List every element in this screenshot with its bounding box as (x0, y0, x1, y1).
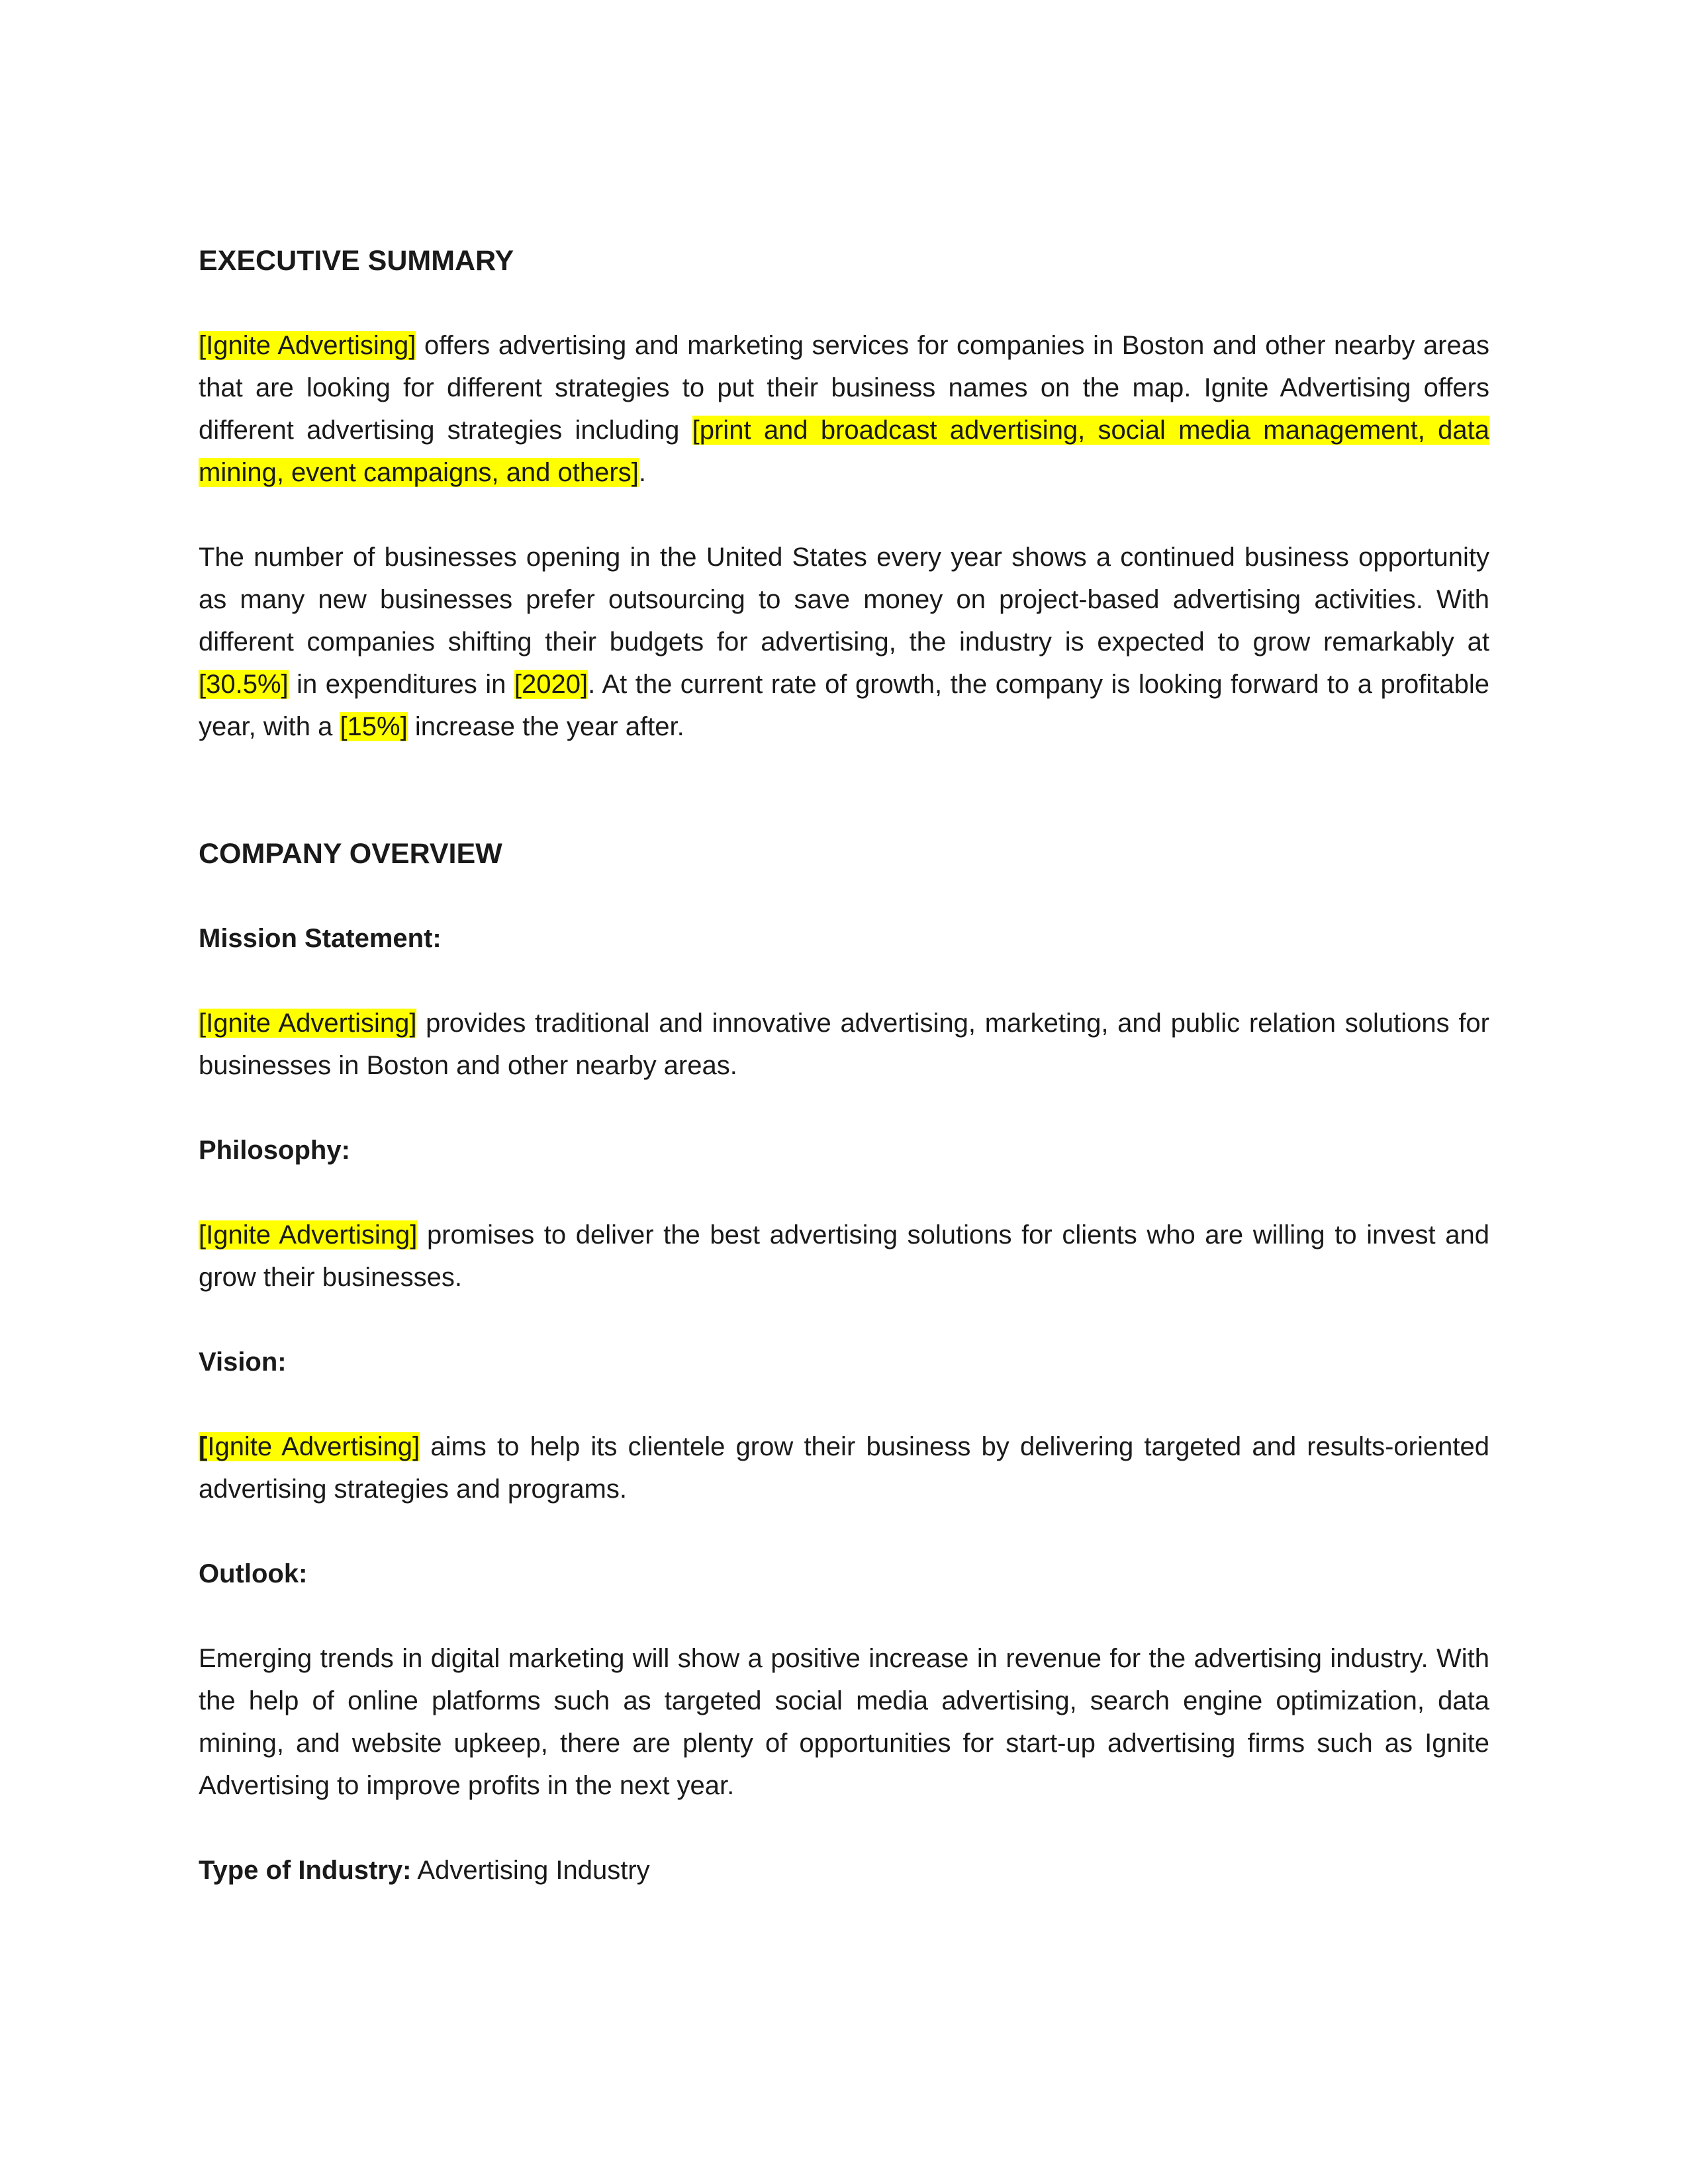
vision-label: Vision: (199, 1347, 287, 1377)
philosophy-label: Philosophy: (199, 1136, 350, 1165)
paragraph-text: increase the year after. (407, 712, 684, 741)
paragraph-text: The number of businesses opening in the United States every year shows a continued business opportunity as many new businesses prefer outsourcing to save money on project-based advertising activities. With different companies shifting their budgets for advertising, the industry is expected to grow remarkably at (199, 543, 1489, 657)
paragraph-text: in expenditures in (288, 670, 514, 699)
highlight-increase: [15%] (340, 712, 408, 741)
paragraph-text: aims to help its clientele grow their business by delivering targeted and results-oriented advertising strategies and programs. (199, 1432, 1489, 1504)
executive-summary-paragraph-1 (199, 324, 1489, 494)
paragraph-text: offers advertising and marketing services for companies in Boston and other nearby areas that are looking for different strategies to put their business names on the map. Ignite Advertising offers different advertising strategies including (199, 331, 1489, 445)
company-overview-heading: COMPANY OVERVIEW (199, 838, 502, 870)
highlight-services: [print and broadcast advertising, social media management, data mining, event campaigns, and others] (199, 416, 1490, 487)
mission-statement-label: Mission Statement: (199, 924, 442, 953)
outlook-label: Outlook: (199, 1559, 308, 1588)
philosophy-paragraph (199, 1214, 1489, 1298)
industry-line (199, 1849, 1489, 1891)
highlight-company-name: [Ignite Advertising] (199, 1009, 417, 1038)
highlight-company-name: [Ignite Advertising] (199, 331, 416, 360)
document-content (199, 240, 1489, 1891)
highlight-growth-rate: [30.5%] (199, 670, 289, 699)
outlook-paragraph: Emerging trends in digital marketing will show a positive increase in revenue for the advertising industry. With the help of online platforms such as targeted social media advertising, search engine optimization, data mining, and website upkeep, there are plenty of opportunities for start-up advertising firms such as Ignite Advertising to improve profits in the next year. (199, 1644, 1489, 1800)
mission-statement-paragraph (199, 1002, 1489, 1087)
highlight-year: [2020] (514, 670, 588, 699)
highlight-company-name: [Ignite Advertising] (199, 1220, 418, 1250)
highlight-company-name: Ignite Advertising] (207, 1432, 420, 1461)
industry-label: Type of Industry: (199, 1856, 412, 1885)
paragraph-text: . At the current rate of growth, the company is looking forward to a profitable year, with a (199, 670, 1490, 741)
highlight-bracket: [ (199, 1432, 208, 1461)
paragraph-text: provides traditional and innovative advertising, marketing, and public relation solutions for businesses in Boston and other nearby areas. (199, 1009, 1489, 1080)
vision-paragraph (199, 1426, 1489, 1510)
executive-summary-paragraph-2 (199, 536, 1489, 748)
paragraph-text: promises to deliver the best advertising solutions for clients who are willing to invest and grow their businesses. (199, 1220, 1489, 1292)
executive-summary-heading: EXECUTIVE SUMMARY (199, 245, 514, 277)
paragraph-text: . (638, 458, 646, 487)
industry-value: Advertising Industry (411, 1856, 650, 1885)
